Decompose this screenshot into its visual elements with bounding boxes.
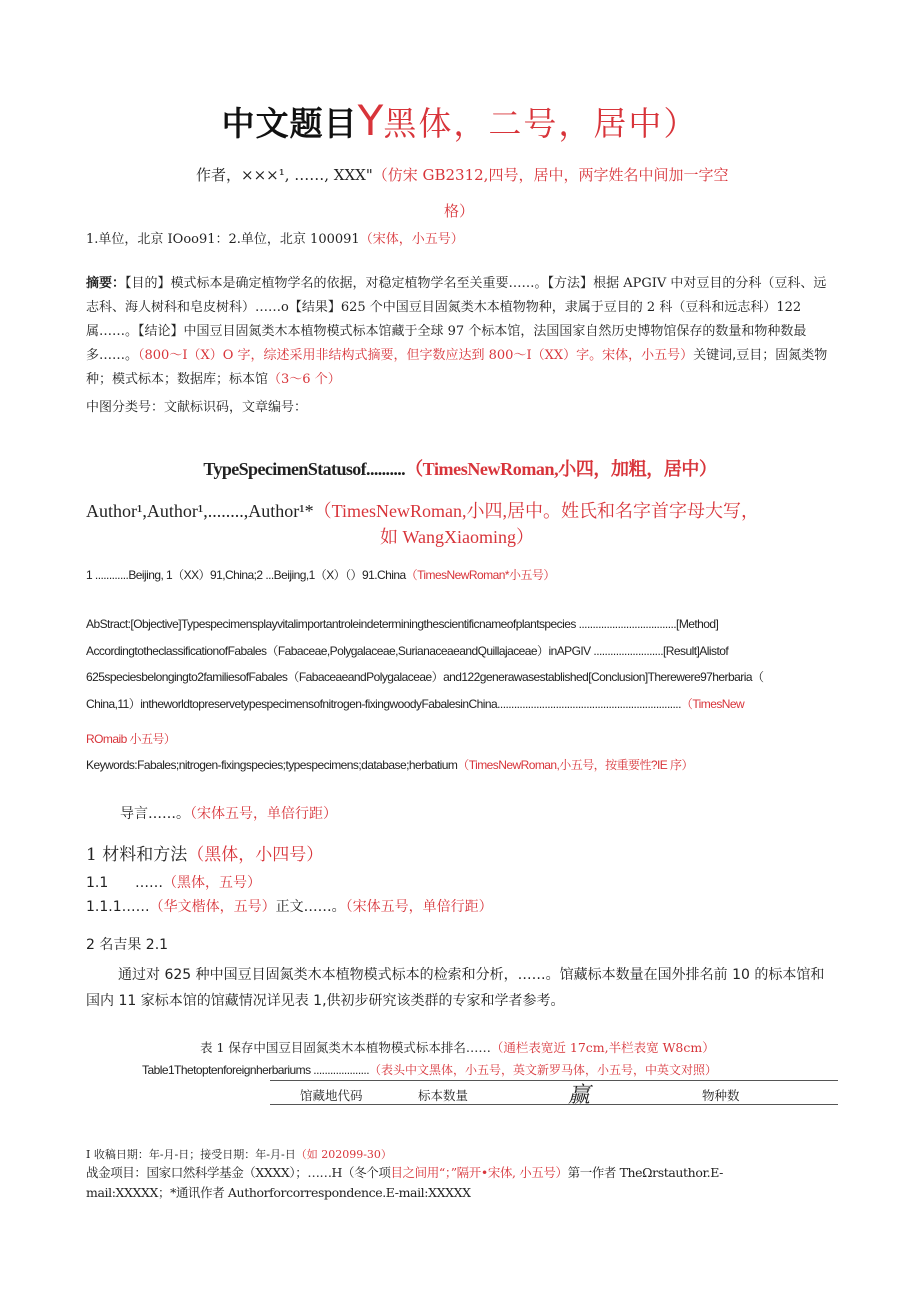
table-header-species: 物种数	[702, 1088, 740, 1103]
footnote-received-note: （如 202099-30）	[295, 1148, 392, 1161]
en-keywords-line	[86, 756, 693, 773]
authors-line	[196, 164, 728, 185]
table-header-rule	[270, 1104, 838, 1105]
authors-note: （仿宋 GB2312,四号，居中，两字姓名中间加一字空	[372, 166, 729, 184]
keywords-label: 关键词,	[693, 348, 737, 363]
intro-line	[120, 803, 337, 823]
conclusion-tag: 【结论】	[138, 324, 184, 339]
section-1-1-1	[86, 896, 493, 916]
table-caption-cn	[200, 1038, 715, 1056]
section-2-paragraph: 通过对 625 种中国豆目固氮类木本植物模式标本的检索和分析，……。馆藏标本数量在国外排名前 10 的标本馆和国内 11 家标本馆的馆藏情况详见表 1,供初步研究该类群的专家和学者参考。	[86, 967, 825, 1009]
table-caption-cn-note: （通栏表宽近 17cm,半栏表宽 W8cm）	[490, 1040, 715, 1055]
footnote-fund-b: 第一作者 TheΩrstauthor.E-	[567, 1165, 724, 1180]
footnote-fund-a: 战金项目：国家口然科学基金（XXXX）；……H（冬个项	[86, 1165, 391, 1180]
en-affiliation-line	[86, 566, 555, 583]
en-abstract-line-4-text: China,11）intheworldtopreservetypespecimensofnitrogen-fixingwoodyFabalesinChina..................................................................	[86, 697, 681, 711]
abstract-label: 摘要：	[86, 276, 126, 291]
objective-tag: 【目的】	[125, 276, 171, 291]
authors-note-cont: 格）	[444, 202, 475, 220]
section-1-1-title: 1.1 ……	[86, 875, 163, 891]
affiliation-text: 1.单位，北京 IOoo91：2.单位，北京 100091	[86, 232, 360, 247]
section-2-heading: 2 名吉果 2.1	[86, 937, 169, 953]
keywords-text: 豆目；固氮类物种；模式标本；数据库；标本馆	[86, 348, 828, 387]
keywords-note: （3～6 个）	[268, 372, 341, 387]
section-1-1-1-note: （华文楷体，五号）	[149, 899, 276, 915]
conclusion-text: 中国豆目固氮类木本植物模式标本馆藏于全球 97 个标本馆，法国国家自然历史博物馆保存的数量和物种数最多……。	[86, 324, 807, 363]
en-abstract-note-cont: ROmaib 小五号）	[86, 732, 176, 746]
title-note: 黑体，二号，居中）	[383, 104, 699, 143]
en-abstract-line-2: AccordingtotheclassificationofFabales（Fabaceae,Polygalaceae,SurianaceaeandQuillajaceae）inAPGIV .........................[Result]Alistof	[86, 644, 729, 658]
table-header-count: 标本数量	[418, 1088, 469, 1103]
en-affiliation-text: 1 ............Beijing, 1（XX）91,China;2 ...Beijing,1（X）（）91.China	[86, 568, 406, 582]
en-authors-note-cont: 如 WangXiaoming）	[380, 527, 535, 547]
title-main: 中文题目	[221, 104, 358, 143]
section-1-title: 1 材料和方法	[86, 845, 188, 865]
table-caption-en-note: （表头中文黑体，小五号，英文新罗马体，小五号，中英文对照）	[368, 1063, 717, 1077]
en-title-text: TypeSpecimenStatusof..........	[203, 459, 406, 479]
affiliation-note: （宋体，小五号）	[359, 232, 464, 247]
footnote-received-text: I 收稿日期：年-月-日；接受日期：年-月-日	[86, 1148, 296, 1161]
footnote-received	[86, 1146, 392, 1162]
classification-line: 中图分类号：文献标识码，文章编号：	[86, 400, 308, 415]
en-title-line	[0, 455, 920, 481]
abstract-cn	[86, 272, 836, 392]
section-1-1-1-title: 1.1.1……	[86, 899, 150, 915]
en-authors-line	[86, 497, 759, 523]
affiliation-line	[86, 228, 464, 252]
en-authors-text: Author¹,Author¹,........,Author¹*	[86, 501, 314, 521]
result-text: 625 个中国豆目固氮类木本植物物种，隶属于豆目的 2 科（豆科和远志科）122 属……。	[86, 300, 802, 339]
result-tag: 【结果】	[288, 300, 341, 315]
method-text: 根据 APGIV 中对豆目的分科（豆科、远志科、海人树科和皂皮树科）……o	[86, 276, 827, 315]
en-abstract-line-3: 625speciesbelongingto2familiesofFabales（FabaceaeandPolygalaceae）and122generawasestablished[Conclusion]Therewere97herbaria（	[86, 670, 764, 684]
en-affiliation-note: （TimesNewRoman*小五号）	[405, 568, 555, 582]
section-1-note: （黑体，小四号）	[187, 845, 324, 865]
table-top-rule	[270, 1080, 838, 1081]
section-1-1	[86, 872, 261, 892]
method-tag: 【方法】	[547, 276, 594, 291]
table-header-code: 馆藏地代码	[300, 1088, 363, 1103]
footnote-fund	[86, 1163, 723, 1181]
en-abstract-line-4	[86, 695, 744, 712]
en-abstract-line-1: AbStract:[Objective]Typespecimensplayvitalimportantroleindeterminingthescientificnameofplantspecies ...................................[Method]	[86, 617, 719, 631]
table-caption-en	[142, 1061, 717, 1078]
table-caption-en-text: Table1Thetoptenforeignherbariums ....................	[142, 1063, 369, 1077]
intro-text: 导言……。	[120, 806, 190, 822]
footnote-email: mail:XXXXX；*通讯作者 Authorforcorrespondence.E-mail:XXXXX	[86, 1185, 471, 1200]
en-title-note: （TimesNewRoman,小四，加粗，居中）	[405, 459, 717, 479]
en-authors-note: （TimesNewRoman,小四,居中。姓氏和名字首字母大写，	[313, 501, 760, 521]
section-1-heading	[86, 840, 323, 865]
section-1-1-note: （黑体，五号）	[162, 875, 261, 891]
abstract-note: （800～I（X）O 字，综述采用非结构式摘要，但字数应达到 800～I（XX）字。宋体，小五号）	[138, 348, 694, 363]
en-abstract-note: （TimesNew	[680, 697, 745, 711]
table-caption-cn-text: 表 1 保存中国豆目固氮类木本植物模式标本排名……	[200, 1040, 491, 1055]
intro-note: （宋体五号，单倍行距）	[190, 806, 337, 822]
section-1-body: 正文……。	[275, 899, 346, 915]
footnote-fund-note: 目之间用“；”隔开•宋体, 小五号）	[390, 1165, 568, 1180]
paper-title	[0, 96, 920, 145]
objective-text: 模式标本是确定植物学名的依据，对稳定植物学名至关重要……。	[170, 276, 548, 291]
authors-text: 作者，×××¹, ……, XXX"	[196, 166, 373, 184]
table-header-glyph: 赢	[568, 1083, 591, 1108]
title-mark: Y	[357, 96, 384, 145]
en-keywords-text: Keywords:Fabales;nitrogen-fixingspecies;typespecimens;database;herbatium	[86, 758, 458, 772]
section-1-body-note: （宋体五号，单倍行距）	[345, 899, 493, 915]
en-keywords-note: （TimesNewRoman,小五号，按重要性?IE 序）	[457, 758, 693, 772]
